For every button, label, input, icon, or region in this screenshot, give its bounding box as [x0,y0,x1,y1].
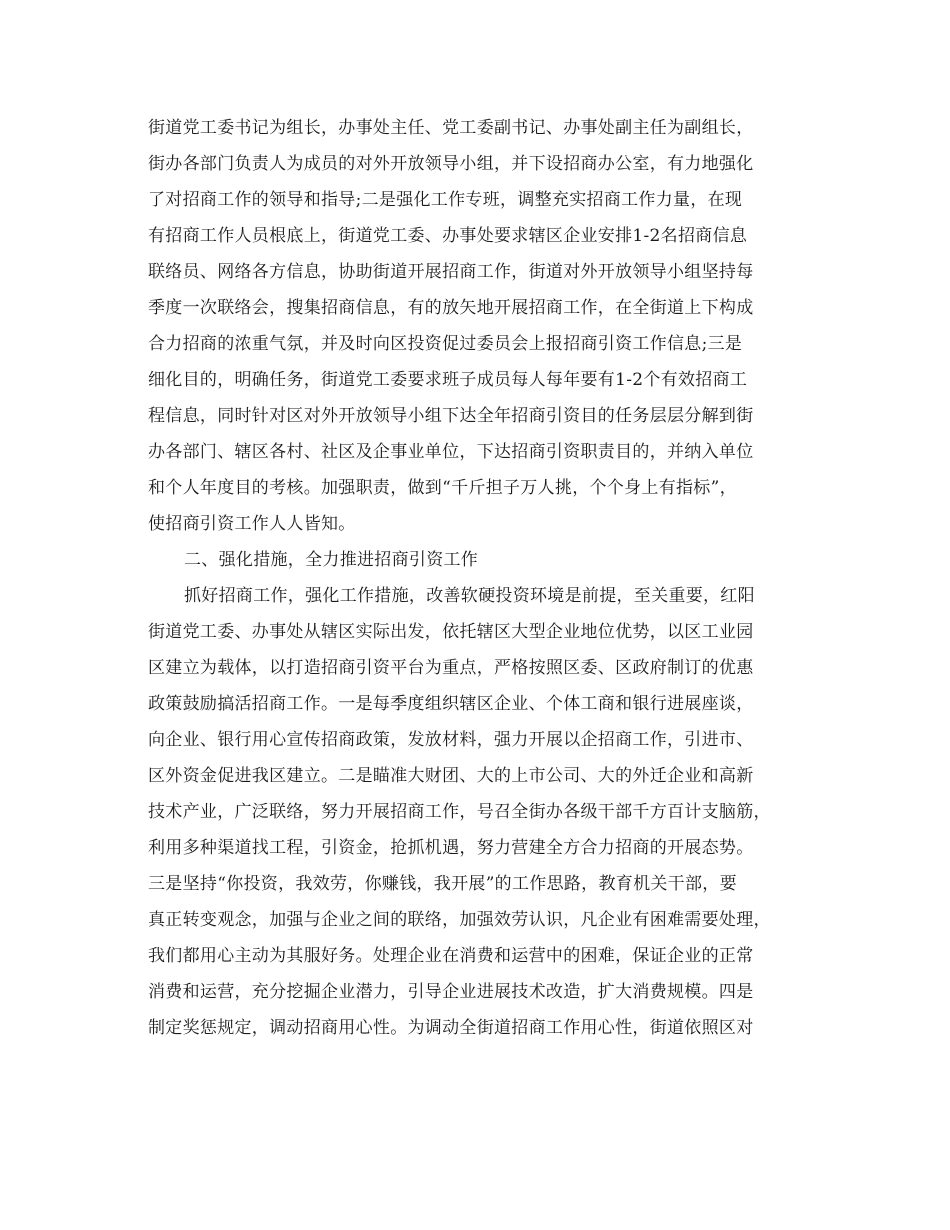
text-line: 消费和运营，充分挖掘企业潜力，引导企业进展技术改造，扩大消费规模。四是 [148,982,754,1002]
text-line: 区建立为载体，以打造招商引资平台为重点，严格按照区委、区政府制订的优惠 [148,658,754,678]
text-line: 联络员、网络各方信息，协助街道开展招商工作，街道对外开放领导小组坚持每 [148,262,754,282]
text-line: 制定奖惩规定，调动招商用心性。为调动全街道招商工作用心性，街道依照区对 [148,1018,754,1038]
text-line: 技术产业，广泛联络，努力开展招商工作，号召全街办各级干部千方百计支脑筋， [148,802,771,822]
text-line: 程信息，同时针对区对外开放领导小组下达全年招商引资目的任务层层分解到街 [148,406,754,426]
text-line: 真正转变观念，加强与企业之间的联络，加强效劳认识，凡企业有困难需要处理， [148,910,771,930]
text-line: 区外资金促进我区建立。二是瞄准大财团、大的上市公司、大的外迁企业和高新 [148,766,754,786]
text-line: 向企业、银行用心宣传招商政策，发放材料，强力开展以企招商工作，引进市、 [148,730,754,750]
text-line: 季度一次联络会，搜集招商信息，有的放矢地开展招商工作，在全街道上下构成 [148,298,754,318]
text-line: 细化目的，明确任务，街道党工委要求班子成员每人每年要有1-2个有效招商工 [148,370,748,390]
text-line: 政策鼓励搞活招商工作。一是每季度组织辖区企业、个体工商和银行进展座谈， [148,694,754,714]
text-line: 办各部门、辖区各村、社区及企事业单位，下达招商引资职责目的，并纳入单位 [148,442,754,462]
text-line: 利用多种渠道找工程，引资金，抢抓机遇，努力营建全方合力招商的开展态势。 [148,838,754,858]
text-line: 我们都用心主动为其服好务。处理企业在消费和运营中的困难，保证企业的正常 [148,946,754,966]
document-body [148,110,808,1046]
text-line: 三是坚持“你投资，我效劳，你赚钱，我开展”的工作思路，教育机关干部，要 [148,874,737,894]
text-line: 街办各部门负责人为成员的对外开放领导小组，并下设招商办公室，有力地强化 [148,154,754,174]
text-line: 有招商工作人员根底上，街道党工委、办事处要求辖区企业安排1-2名招商信息 [148,226,748,246]
text-line: 使招商引资工作人人皆知。 [148,514,356,534]
text-line: 合力招商的浓重气氛，并及时向区投资促过委员会上报招商引资工作信息;三是 [148,334,743,354]
section-heading: 二、强化措施，全力推进招商引资工作 [184,550,479,570]
text-line: 街道党工委书记为组长，办事处主任、党工委副书记、办事处副主任为副组长， [148,118,754,138]
text-line: 了对招商工作的领导和指导;二是强化工作专班，调整充实招商工作力量，在现 [148,190,743,210]
text-line: 和个人年度目的考核。加强职责，做到“千斤担子万人挑，个个身上有指标”， [148,478,737,498]
text-line: 抓好招商工作，强化工作措施，改善软硬投资环境是前提，至关重要，红阳 [184,586,755,606]
text-line: 街道党工委、办事处从辖区实际出发，依托辖区大型企业地位优势，以区工业园 [148,622,754,642]
